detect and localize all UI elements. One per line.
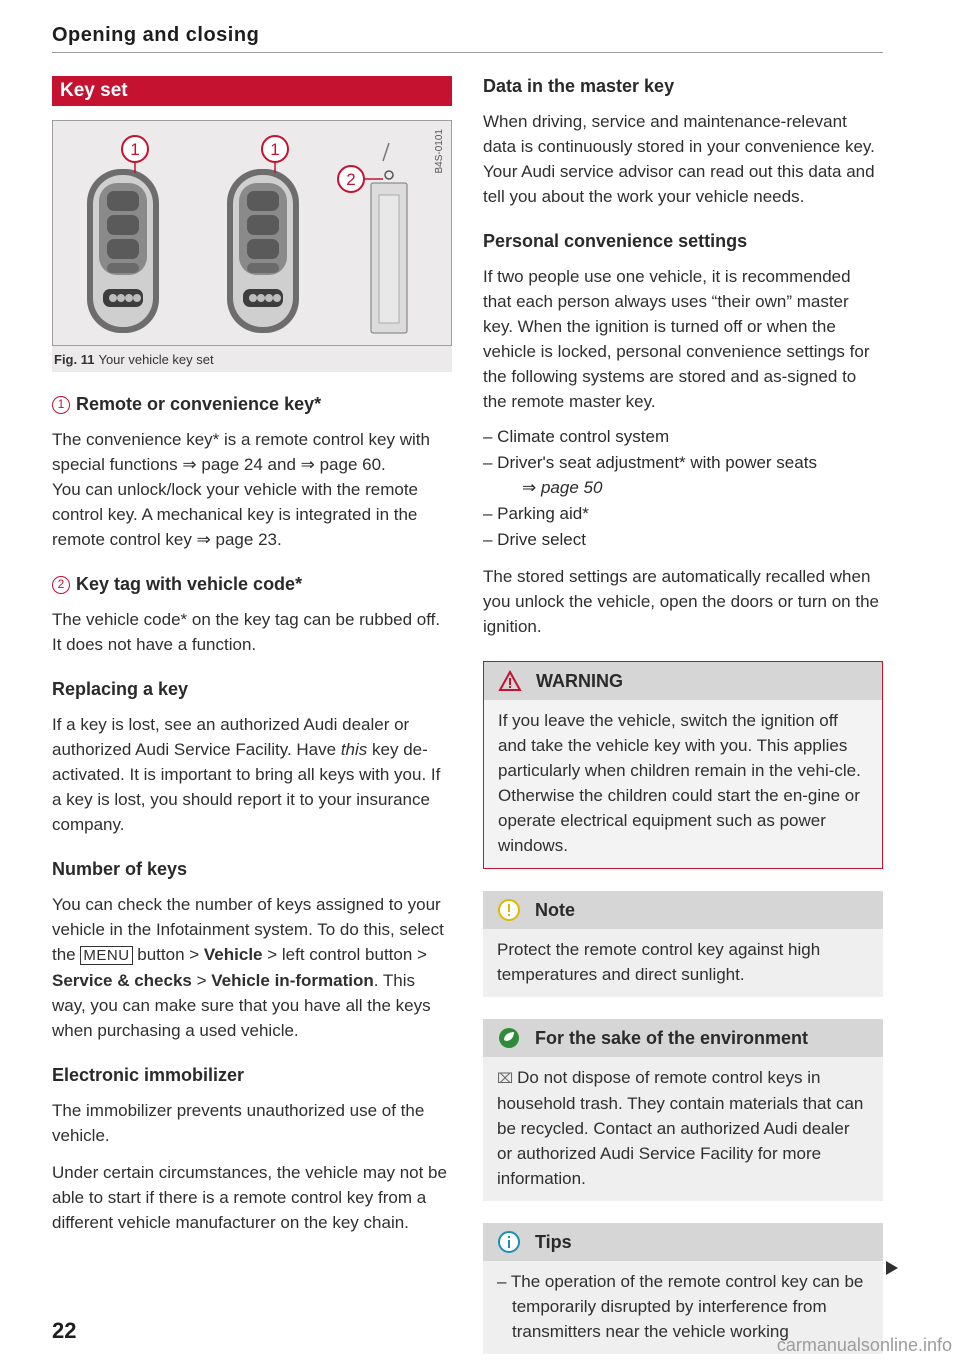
paragraph-key-tag: The vehicle code* on the key tag can be rubbed off. It does not have a function. xyxy=(52,610,441,654)
warning-box xyxy=(483,661,883,869)
key-set-figure xyxy=(52,120,452,346)
header-rule xyxy=(52,52,883,53)
list-item: – Parking aid* xyxy=(483,504,589,523)
heading-immobilizer: Electronic immobilizer xyxy=(52,1065,245,1085)
svg-text:1: 1 xyxy=(130,140,140,159)
figure-caption xyxy=(52,346,452,372)
warning-triangle-icon xyxy=(498,670,522,692)
svg-text:1: 1 xyxy=(270,140,280,159)
callout-1a xyxy=(122,136,148,173)
callout-1b xyxy=(262,136,288,173)
paragraph-convenience-settings: If two people use one vehicle, it is recommended that each person always uses “their own” master key. When the ignition is turned off or when the vehicle is locked, personal convenience settings for the following systems are stored and as-signed to the remote master key. xyxy=(483,267,870,411)
menu-key-label: MENU xyxy=(80,946,132,965)
note-icon xyxy=(497,898,521,922)
key-tag-icon xyxy=(371,143,407,333)
warning-text: If you leave the vehicle, switch the ignition off and take the vehicle key with you. This applies particularly when children remain in the vehi-cle. Otherwise the children could start the en-gine or operate electrical equipment such as power windows. xyxy=(498,711,861,855)
tips-title: Tips xyxy=(535,1231,572,1252)
heading-number-of-keys: Number of keys xyxy=(52,859,188,879)
settings-list xyxy=(483,424,883,552)
environment-title: For the sake of the environment xyxy=(535,1027,809,1048)
svg-text:2: 2 xyxy=(346,170,356,189)
page-reference: ⇒ page 50 xyxy=(522,478,603,497)
warning-header xyxy=(484,662,882,700)
tips-text: – The operation of the remote control key can be temporarily disrupted by interference from transmitters near the vehicle working xyxy=(497,1272,864,1341)
caption-text: Your vehicle key set xyxy=(98,352,214,367)
environment-header xyxy=(483,1019,883,1057)
paragraph-immobilizer-1: The immobilizer prevents unauthorized use of the vehicle. xyxy=(52,1101,425,1145)
list-item: – Drive select xyxy=(483,530,586,549)
section-banner: Key set xyxy=(52,76,452,106)
heading-key-tag xyxy=(52,574,452,595)
note-box xyxy=(483,891,883,997)
continue-arrow-icon xyxy=(886,1261,898,1275)
info-icon xyxy=(497,1230,521,1254)
warning-title: WARNING xyxy=(536,670,623,691)
environment-body xyxy=(483,1057,883,1201)
list-item: – Climate control system xyxy=(483,427,670,446)
paragraph-immobilizer-2: Under certain circumstances, the vehicle may not be able to start if there is a remote control key from a different vehicle manufacturer on the key chain. xyxy=(52,1163,447,1232)
environment-box xyxy=(483,1019,883,1201)
note-header xyxy=(483,891,883,929)
heading-text: Key tag with vehicle code* xyxy=(76,574,303,594)
remote-key-back-icon xyxy=(227,169,299,333)
key-set-illustration xyxy=(53,121,451,345)
note-text: Protect the remote control key against high temperatures and direct sunlight. xyxy=(497,940,821,984)
callout-number-1: 1 xyxy=(52,396,70,414)
paragraph-number-of-keys: You can check the number of keys assigned to your vehicle in the Infotainment system. To do this, select the MENU button > Vehicle > left control button > Service & checks > Vehicle in-formation. This way, you can make sure that you have all the keys when purchasing a used vehicle. xyxy=(52,895,444,1040)
page-number: 22 xyxy=(52,1318,77,1343)
environment-text: ⌧ Do not dispose of remote control keys in household trash. They contain materials that can be recycled. Contact an authorized Audi dealer or authorized Audi Service Facility for more information. xyxy=(497,1068,864,1188)
figure-code: B4S-0101 xyxy=(434,129,445,174)
heading-replacing-key: Replacing a key xyxy=(52,679,189,699)
heading-convenience-settings: Personal convenience settings xyxy=(483,231,748,251)
heading-text: Remote or convenience key* xyxy=(76,394,322,414)
paragraph-remote-key-1: The convenience key* is a remote control key with special functions ⇒ page 24 and ⇒ page 60. xyxy=(52,430,430,474)
running-head: Opening and closing xyxy=(52,24,260,46)
right-column xyxy=(483,76,883,1354)
environment-leaf-icon xyxy=(497,1026,521,1050)
paragraph-stored-settings: The stored settings are automatically recalled when you unlock the vehicle, open the doors or turn on the ignition. xyxy=(483,567,879,636)
paragraph-remote-key-2: You can unlock/lock your vehicle with the remote control key. A mechanical key is integrated in the remote control key ⇒ page 23. xyxy=(52,480,419,549)
list-item: – Driver's seat adjustment* with power seats ⇒ page 50 xyxy=(483,450,883,500)
note-body xyxy=(483,929,883,997)
paragraph-replacing-key: If a key is lost, see an authorized Audi dealer or authorized Audi Service Facility. Have this key de-activated. It is important to bring all keys with you. If a key is lost, you should report it to your insurance company. xyxy=(52,715,441,834)
left-column xyxy=(52,76,452,1235)
note-title: Note xyxy=(535,899,575,920)
heading-master-key-data: Data in the master key xyxy=(483,76,675,96)
callout-number-2: 2 xyxy=(52,576,70,594)
warning-body xyxy=(484,700,882,868)
watermark: carmanualsonline.info xyxy=(776,1335,952,1355)
heading-remote-key xyxy=(52,394,452,415)
paragraph-master-key-data: When driving, service and maintenance-relevant data is continuously stored in your convenience key. Your Audi service advisor can read out this data and tell you about the work your vehicle needs. xyxy=(483,112,875,206)
remote-key-front-icon xyxy=(87,169,159,333)
caption-label: Fig. 11 xyxy=(54,352,95,367)
crossed-bin-icon: ⌧ xyxy=(497,1070,514,1086)
tips-header xyxy=(483,1223,883,1261)
